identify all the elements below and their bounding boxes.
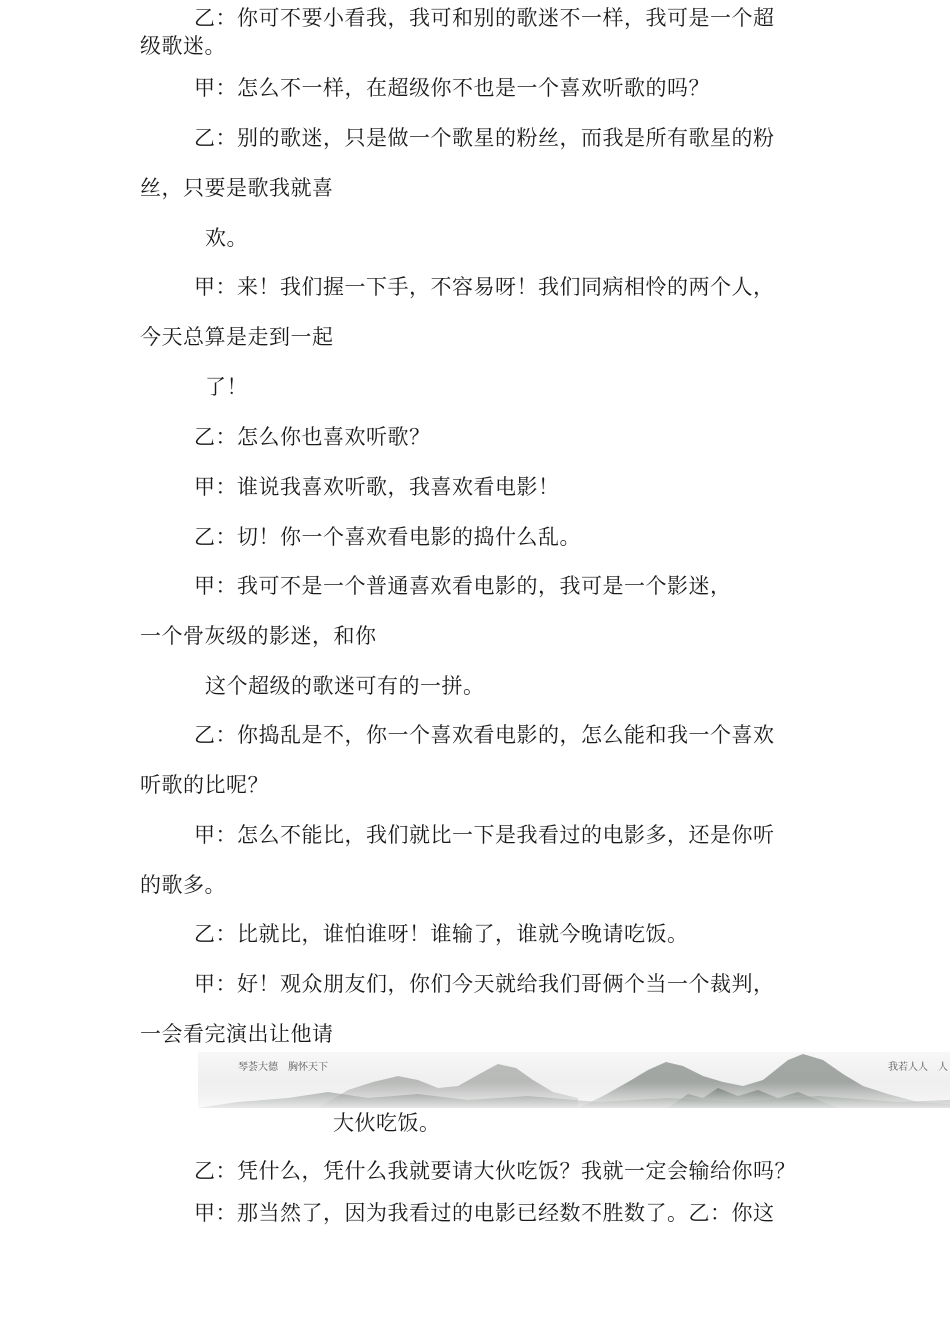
dialogue-line: 一会看完演出让他请 xyxy=(140,1022,334,1046)
dialogue-line: 甲：好！观众朋友们，你们今天就给我们哥俩个当一个裁判， xyxy=(194,972,775,996)
dialogue-line: 甲：来！我们握一下手，不容易呀！我们同病相怜的两个人， xyxy=(194,275,775,299)
dialogue-line: 欢。 xyxy=(205,226,248,250)
dialogue-line: 甲：谁说我喜欢听歌，我喜欢看电影！ xyxy=(194,475,560,499)
dialogue-line: 丝，只要是歌我就喜 xyxy=(140,176,334,200)
dialogue-line: 级歌迷。 xyxy=(140,34,226,58)
dialogue-line: 甲：怎么不能比，我们就比一下是我看过的电影多，还是你听 xyxy=(194,823,775,847)
dialogue-line: 乙：切！你一个喜欢看电影的捣什么乱。 xyxy=(194,525,581,549)
dialogue-line: 今天总算是走到一起 xyxy=(140,325,334,349)
dialogue-line: 甲：怎么不一样，在超级你不也是一个喜欢听歌的吗？ xyxy=(194,76,710,100)
dialogue-line: 一个骨灰级的影迷，和你 xyxy=(140,624,377,648)
banner-caption-right: 我若人人 人 xyxy=(888,1062,948,1073)
dialogue-line: 乙：凭什么，凭什么我就要请大伙吃饭？我就一定会输给你吗？ xyxy=(194,1159,796,1183)
landscape-banner-image xyxy=(198,1052,950,1108)
dialogue-line: 乙：比就比，谁怕谁呀！谁输了，谁就今晚请吃饭。 xyxy=(194,922,689,946)
dialogue-line: 听歌的比呢？ xyxy=(140,773,269,797)
banner-caption-left: 琴荟大德 胸怀天下 xyxy=(238,1062,328,1073)
dialogue-line: 这个超级的歌迷可有的一拼。 xyxy=(205,674,485,698)
dialogue-line: 甲：那当然了，因为我看过的电影已经数不胜数了。乙：你这 xyxy=(194,1201,775,1225)
dialogue-line: 乙：你可不要小看我，我可和别的歌迷不一样，我可是一个超 xyxy=(194,6,775,30)
dialogue-line: 甲：我可不是一个普通喜欢看电影的，我可是一个影迷， xyxy=(194,574,732,598)
dialogue-line: 的歌多。 xyxy=(140,873,226,897)
dialogue-line: 乙：怎么你也喜欢听歌？ xyxy=(194,425,431,449)
dialogue-line: 乙：别的歌迷，只是做一个歌星的粉丝，而我是所有歌星的粉 xyxy=(194,126,775,150)
dialogue-line: 了！ xyxy=(205,375,248,399)
dialogue-line: 乙：你捣乱是不，你一个喜欢看电影的，怎么能和我一个喜欢 xyxy=(194,723,775,747)
dialogue-line: 大伙吃饭。 xyxy=(333,1111,441,1135)
